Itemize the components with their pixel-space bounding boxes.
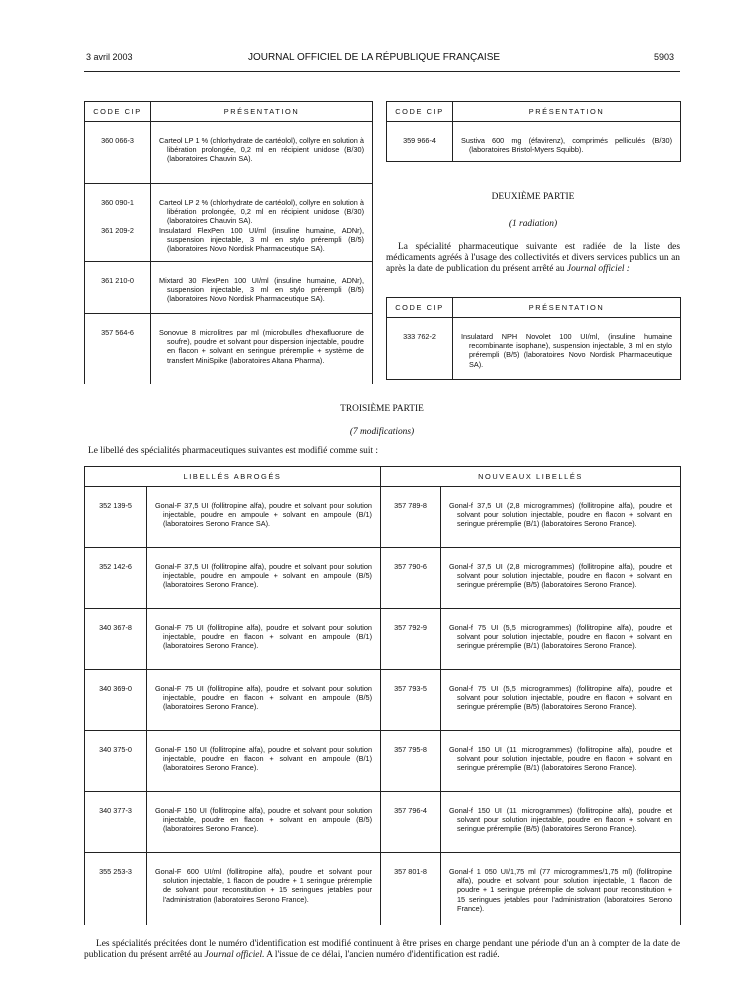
old-cip-code: 340 377-3: [85, 792, 147, 853]
journal-officiel-italic: Journal officiel :: [566, 264, 630, 274]
column-header-presentation: PRÉSENTATION: [453, 298, 681, 318]
old-cip-code: 340 375-0: [85, 731, 147, 792]
old-cip-code: 352 139-5: [85, 487, 147, 548]
journal-officiel-italic: Journal officiel.: [204, 950, 265, 960]
column-header-code: CODE CIP: [387, 102, 453, 122]
part-two-subtitle: (1 radiation): [508, 219, 558, 229]
presentation-text: Carteol LP 1 % (chlorhydrate de cartéolol), collyre en solution à libération prolongée, 0,2 ml en récipient unidose (B/30) (laboratoires Chauvin SA).: [159, 136, 364, 164]
cip-code: 361 209-2: [101, 226, 134, 235]
table-row: [85, 184, 373, 262]
old-cip-code: 340 369-0: [85, 670, 147, 731]
new-cip-code: 357 790-6: [381, 548, 441, 609]
table-radiation: [386, 297, 681, 380]
cip-code: 357 564-6: [85, 314, 151, 384]
cip-code: 333 762-2: [387, 318, 453, 380]
table-row: [85, 670, 681, 731]
presentation-text: Insulatard NPH Novolet 100 UI/ml, (insuline humaine recombinante isophane), suspension injectable, 3 ml en stylo prérempli (B/5) (laboratoires Novo Nordisk Pharmaceutique SA).: [461, 332, 672, 369]
table-row: [85, 731, 681, 792]
column-header-code: CODE CIP: [85, 102, 151, 122]
part-three-title: TROISIÈME PARTIE: [340, 404, 424, 414]
column-header-presentation: PRÉSENTATION: [453, 102, 681, 122]
column-header-code: CODE CIP: [387, 298, 453, 318]
table-row: [85, 548, 681, 609]
closing-text-before: Les spécialités précitées dont le numéro d'identification est modifié continuent à être prises en charge pendant une période d'un an à compter de la date de publication du présent arrêté au: [84, 939, 680, 960]
new-label-text: Gonal-f 37,5 UI (2,8 microgrammes) (follitropine alfa), poudre et solvant pour solution injectable, poudre en flacon + solvant en seringue préremplie (B/5) (laboratoires Serono France).: [449, 562, 672, 590]
new-cip-code: 357 792-9: [381, 609, 441, 670]
table-row: [85, 609, 681, 670]
closing-paragraph: [84, 939, 680, 961]
old-label-text: Gonal-F 150 UI (follitropine alfa), poudre et solvant pour solution injectable, poudre en flacon + solvant en ampoule (B/5) (laboratoires Serono France).: [155, 806, 372, 834]
closing-text-after: A l'issue de ce délai, l'ancien numéro d'identification est radié.: [266, 950, 500, 960]
old-cip-code: 352 142-6: [85, 548, 147, 609]
part-two-paragraph-text: La spécialité pharmaceutique suivante est radiée de la liste des médicaments agréés à l'usage des collectivités et divers services publics un an après la date de publication du présent arrêté au: [386, 242, 680, 274]
header-date: 3 avril 2003: [86, 52, 133, 62]
column-header-presentation: PRÉSENTATION: [151, 102, 373, 122]
table-row: [85, 792, 681, 853]
old-label-text: Gonal-F 150 UI (follitropine alfa), poudre et solvant pour solution injectable, poudre en flacon + solvant en ampoule (B/1) (laboratoires Serono France).: [155, 745, 372, 773]
header-rule: [84, 71, 680, 72]
new-cip-code: 357 796-4: [381, 792, 441, 853]
table-row: [85, 487, 681, 548]
part-three-intro: Le libellé des spécialités pharmaceutiques suivantes est modifié comme suit :: [88, 446, 379, 456]
table-row: [387, 122, 681, 162]
new-cip-code: 357 789-8: [381, 487, 441, 548]
new-label-text: Gonal-f 150 UI (11 microgrammes) (follitropine alfa), poudre et solvant pour solution injectable, poudre en flacon + solvant en seringue préremplie (B/5) (laboratoires Serono France).: [449, 806, 672, 834]
new-label-text: Gonal-f 1 050 UI/1,75 ml (77 microgrammes/1,75 ml) (follitropine alfa), poudre et solvant pour solution injectable, 1 flacon de poudre + 1 seringue préremplie de solvant pour reconstitution + 15 seringues jetables pour l'administration (laboratoires Serono France).: [449, 867, 672, 913]
new-label-text: Gonal-f 150 UI (11 microgrammes) (follitropine alfa), poudre et solvant pour solution injectable, poudre en flacon + solvant en seringue préremplie (B/1) (laboratoires Serono France).: [449, 745, 672, 773]
part-three-subtitle: (7 modifications): [349, 427, 415, 437]
new-cip-code: 357 795-8: [381, 731, 441, 792]
table-row: [85, 122, 373, 184]
presentation-text: Sonovue 8 microlitres par ml (microbulles d'hexafluorure de soufre), poudre et solvant pour dispersion injectable, poudre en flacon + solvant en seringue préremplie + système de transfert MiniSpike (laboratoires Altana Pharma).: [159, 328, 364, 365]
old-label-text: Gonal-F 75 UI (follitropine alfa), poudre et solvant pour solution injectable, poudre en flacon + solvant en ampoule (B/1) (laboratoires Serono France).: [155, 623, 372, 651]
old-label-text: Gonal-F 37,5 UI (follitropine alfa), poudre et solvant pour solution injectable, poudre en ampoule + solvant en ampoule (B/1) (laboratoires Serono France SA).: [155, 501, 372, 529]
cip-code: 361 210-0: [85, 262, 151, 314]
part-two-title: DEUXIÈME PARTIE: [491, 192, 575, 202]
presentation-text: Carteol LP 2 % (chlorhydrate de cartéolol), collyre en solution à libération prolongée, 0,2 ml en récipient unidose (B/30) (laboratoires Chauvin SA).: [159, 198, 364, 226]
presentation-text: Sustiva 600 mg (éfavirenz), comprimés pelliculés (B/30) (laboratoires Bristol-Myers Squibb).: [461, 136, 672, 155]
old-cip-code: 340 367-8: [85, 609, 147, 670]
cip-code: 360 090-1: [101, 198, 134, 207]
old-label-text: Gonal-F 37,5 UI (follitropine alfa), poudre et solvant pour solution injectable, poudre en ampoule + solvant en ampoule (B/5) (laboratoires Serono France).: [155, 562, 372, 590]
table-modifications: [84, 466, 681, 925]
new-cip-code: 357 801-8: [381, 853, 441, 925]
new-label-text: Gonal-f 75 UI (5,5 microgrammes) (follitropine alfa), poudre et solvant pour solution injectable, poudre en flacon + solvant en seringue préremplie (B/5) (laboratoires Serono France).: [449, 684, 672, 712]
new-label-text: Gonal-f 37,5 UI (2,8 microgrammes) (follitropine alfa), poudre et solvant pour solution injectable, poudre en flacon + solvant en seringue préremplie (B/1) (laboratoires Serono France).: [449, 501, 672, 529]
cip-code: 360 066-3: [85, 122, 151, 184]
old-cip-code: 355 253-3: [85, 853, 147, 925]
journal-title: JOURNAL OFFICIEL DE LA RÉPUBLIQUE FRANÇAISE: [247, 52, 501, 63]
table-row: [85, 262, 373, 314]
column-header-old-labels: LIBELLÉS ABROGÉS: [85, 467, 381, 487]
cip-code: 359 966-4: [387, 122, 453, 162]
new-label-text: Gonal-f 75 UI (5,5 microgrammes) (follitropine alfa), poudre et solvant pour solution injectable, poudre en flacon + solvant en seringue préremplie (B/1) (laboratoires Serono France).: [449, 623, 672, 651]
presentation-text: Mixtard 30 FlexPen 100 UI/ml (insuline humaine, ADNr), suspension injectable, 3 ml en stylo prérempli (B/5) (laboratoires Novo Nordisk Pharmaceutique SA).: [159, 276, 364, 304]
table-row: [85, 314, 373, 384]
part-two-paragraph: [386, 242, 680, 275]
column-header-new-labels: NOUVEAUX LIBELLÉS: [381, 467, 681, 487]
old-label-text: Gonal-F 600 UI/ml (follitropine alfa), poudre et solvant pour solution injectable, 1 flacon de poudre + 1 seringue préremplie de solvant pour reconstitution + 15 seringues jetables pour l'administration (laboratoires Serono France).: [155, 867, 372, 904]
old-label-text: Gonal-F 75 UI (follitropine alfa), poudre et solvant pour solution injectable, poudre en flacon + solvant en ampoule (B/5) (laboratoires Serono France).: [155, 684, 372, 712]
table-row: [387, 318, 681, 380]
table-row: [85, 853, 681, 925]
presentation-text: Insulatard FlexPen 100 UI/ml (insuline humaine, ADNr), suspension injectable, 3 ml en stylo prérempli (B/5) (laboratoires Novo Nordisk Pharmaceutique SA).: [159, 226, 364, 254]
page-number: 5903: [653, 52, 674, 62]
new-cip-code: 357 793-5: [381, 670, 441, 731]
table-first-part-right: [386, 101, 681, 162]
table-first-part-left: [84, 101, 373, 384]
